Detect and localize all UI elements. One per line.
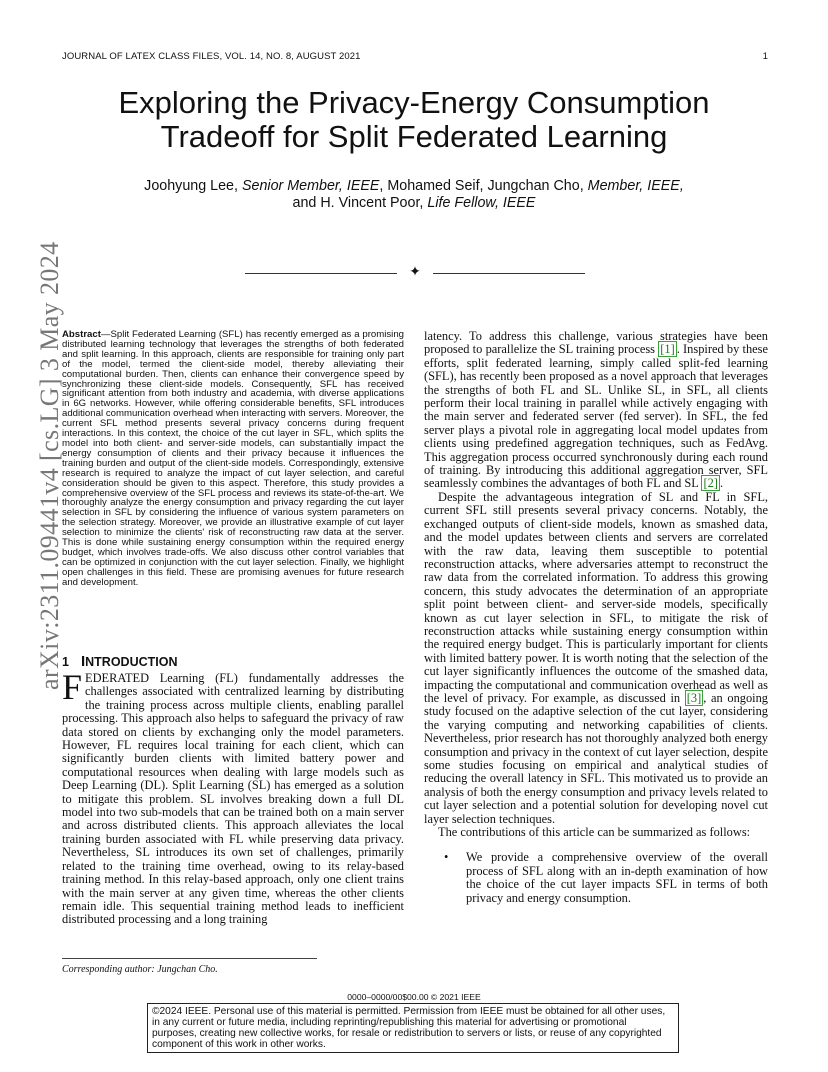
paragraph-text: , an ongoing study focused on the adaptive selection of the cut layer, considering the varying computing and networking capabilities of clients. Nevertheless, prior research has not thoroughly analyzed both energy consumption and privacy in the context of cut layer selection, despite some studies focusing on empirical and analytical studies of reducing the overall latency in SFL. This motivated us to provide an analysis of both the energy consumption and privacy levels related to cut layer selection and a potential solution for developing novel cut layer selection techniques. xyxy=(424,690,768,826)
footnote-rule xyxy=(62,958,317,959)
list-item xyxy=(444,850,768,905)
paragraph-text: . xyxy=(719,476,724,491)
author-affiliation: Senior Member, IEEE xyxy=(241,178,380,194)
author-affiliation: Life Fellow, IEEE xyxy=(427,195,536,211)
section-heading-initial: I xyxy=(80,653,86,670)
paragraph: The contributions of this article can be summarized as follows: xyxy=(438,825,751,840)
citation-link[interactable]: [1] xyxy=(660,342,675,357)
abstract-label: Abstract xyxy=(62,329,101,340)
paragraph xyxy=(424,330,768,491)
contributions-list xyxy=(424,851,768,905)
first-word-smallcaps: EDERATED xyxy=(85,671,150,685)
section-heading-rest: NTRODUCTION xyxy=(85,655,178,669)
arxiv-identifier: arXiv:2311.09441v4 [cs.LG] 3 May 2024 xyxy=(35,241,64,690)
citation-link[interactable]: [3] xyxy=(686,690,702,705)
running-header xyxy=(62,51,768,62)
author-affiliation: Member, IEEE, xyxy=(587,178,684,194)
divider-star-icon: ✦ xyxy=(409,265,421,280)
author-name: , Mohamed Seif, Jungchan Cho, xyxy=(379,178,588,194)
abstract xyxy=(62,330,404,588)
author-name: Joohyung Lee, xyxy=(144,178,242,194)
introduction-paragraph xyxy=(62,667,404,927)
paper-title: Exploring the Privacy-Energy Consumption Tradeoff for Split Federated Learning xyxy=(118,85,710,154)
drop-cap: F xyxy=(62,667,83,707)
page-number: 1 xyxy=(762,51,768,62)
author-list xyxy=(62,178,766,212)
footnote: Corresponding author: Jungchan Cho. xyxy=(62,964,218,975)
paragraph xyxy=(424,491,768,826)
author-name: and H. Vincent Poor, xyxy=(292,195,428,211)
paragraph-text: Despite the advantageous integration of SL and FL in SFL, current SFL still presents several privacy concerns. Notably, the exchanged outputs of client-side models, known as smashed data, and the model updates between clients and servers are correlated with the raw data, leaving them susceptible to potential reconstruction attacks, where adversaries attempt to reconstruct the raw data from the correlated information. To address this growing concern, this study advocates the determination of an appropriate split point between client- and server-side models, specifically known as cut layer selection in SFL, to mitigate the risk of reconstruction attacks while sustaining energy consumption within the required energy budget. This is particularly important for clients with limited battery power. It is worth noting that the selection of the cut layer significantly influences the outcome of the smashed data, impacting the computational and communication overhead as well as the level of privacy. For example, as discussed in xyxy=(424,489,768,705)
list-item-text: We provide a comprehensive overview of the overall process of SFL along with an in-depth examination of how the choice of the cut layer impacts SFL in terms of both privacy and energy consumption. xyxy=(466,850,768,905)
copyright-notice: ©2024 IEEE. Personal use of this material is permitted. Permission from IEEE must be obtained for all other uses, in any current or future media, including reprinting/republishing this material for advertising or promotional purposes, creating new collective works, for resale or redistribution to servers or lists, or reuse of any copyrighted component of this work in other works. xyxy=(147,1003,679,1053)
divider-line-left xyxy=(245,273,397,274)
paragraph-text: latency. To address this challenge, various strategies have been proposed to parallelize the SL training process xyxy=(424,329,768,357)
journal-name: JOURNAL OF LATEX CLASS FILES, VOL. 14, NO. 8, AUGUST 2021 xyxy=(62,51,361,62)
abstract-text: —Split Federated Learning (SFL) has recently emerged as a promising distributed learning technology that leverages the strengths of both federated and split learning. In this approach, clients are responsible for training only part of the model, termed the client-side model, thereby alleviating their computational burden. Then, clients can enhance their convergence speed by synchronizing these client-side models. Consequently, SFL has received significant attention from both industry and academia, with diverse applications in 6G networks. However, while offering considerable benefits, SFL introduces additional communication overhead when interacting with servers. Moreover, the current SFL method presents several privacy concerns during frequent interactions. In this context, the choice of the cut layer in SFL, which splits the model into both client- and server-side models, can substantially impact the energy consumption of clients and their privacy because it influences the training burden and output of the client-side models. Correspondingly, extensive research is required to analyze the impact of cut layer selection, and careful consideration should be given to this aspect. Therefore, this study provides a comprehensive overview of the SFL process and reviews its state-of-the-art. We thoroughly analyze the energy consumption and privacy regarding the cut layer selection in SFL by considering the influence of various system parameters on the selection strategy. Moreover, we provide an illustrative example of cut layer selection to minimize the clients' risk of reconstructing raw data at the server. This is done while sustaining energy consumption within the required energy budget, which involves trade-offs. We also discuss other control variables that can be optimized in conjunction with the cut layer selection. Finally, we highlight open challenges in this field. These are promising avenues for future research and development. xyxy=(62,329,404,588)
section-number: 1 xyxy=(62,655,69,669)
bullet-icon: • xyxy=(444,850,449,865)
citation-link[interactable]: [2] xyxy=(703,476,718,491)
introduction-text: Learning (FL) fundamentally addresses the challenges associated with centralized learning by distributing the training process across multiple clients, enabling parallel processing. This approach also helps to safeguard the privacy of raw data stored on clients by exchanging only the model parameters. However, FL requires local training for each client, which can significantly burden clients with limited battery power and computational resources when dealing with large models such as Deep Learning (DL). Split Learning (SL) has emerged as a solution to mitigate this problem. SL involves breaking down a full DL model into two sub-models that can be trained both on a main server and across distributed clients. This approach alleviates the local training burden associated with FL while preserving data privacy. Nevertheless, SL introduces its own set of challenges, primarily related to the training time overhead, owing to its relay-based training method. In this relay-based approach, only one client trains with the main server at any given time, whereas the other clients remain idle. This sequential training method leads to inefficient distributed processing and a long training xyxy=(62,671,404,927)
copyright-code: 0000–0000/00$00.00 © 2021 IEEE xyxy=(347,992,481,1002)
section-divider xyxy=(245,266,585,280)
right-column xyxy=(424,330,768,905)
paragraph-text: . Inspired by these efforts, split federated learning, simply called split-fed learning (SFL), has recently been proposed as a novel approach that leverages the strengths of both FL and SL. Unlike SL, in SFL, all clients perform their local training in parallel while actively engaging with the main server and federated server (fed server). In SFL, the fed server plays a pivotal role in aggregating local model updates from clients using predefined aggregation techniques, such as FedAvg. This aggregation process occurred synchronously during each round of training. By introducing this additional aggregation server, SFL seamlessly combines the advantages of both FL and SL xyxy=(424,342,769,491)
divider-line-right xyxy=(433,273,585,274)
